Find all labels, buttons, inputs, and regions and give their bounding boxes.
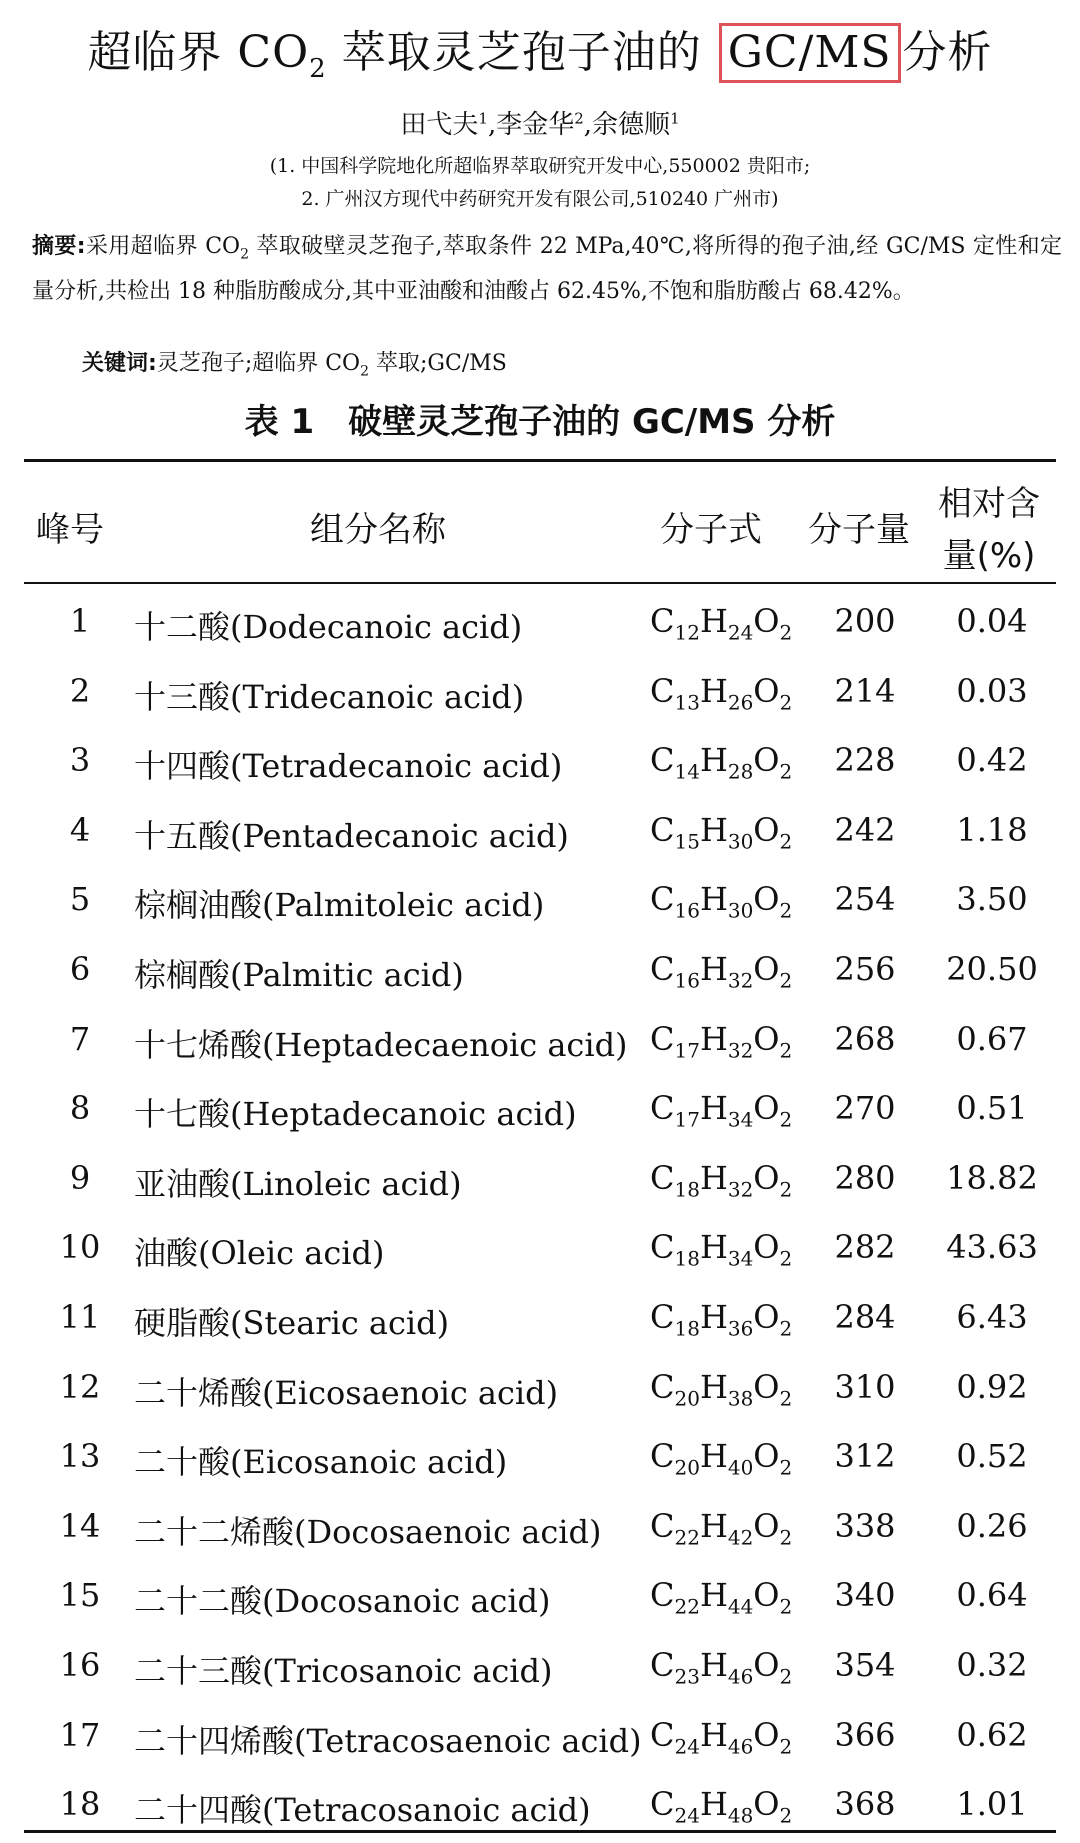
- cell-formula: $C_{20}H_{40}O_2$: [650, 1437, 793, 1480]
- cell-name: [134, 1716, 642, 1762]
- formula-o-count: 2: [779, 1177, 793, 1202]
- formula-h-count: 30: [727, 829, 754, 854]
- cell-name: [134, 1646, 552, 1692]
- formula-o-count: 2: [779, 1037, 793, 1062]
- author-list: 田弋夫$^1$,李金华$^2$,余德顺$^1$: [400, 109, 680, 140]
- cell-formula: $C_{17}H_{32}O_2$: [650, 1019, 793, 1062]
- formula-o-count: 2: [779, 829, 793, 854]
- title-mid: 萃取灵芝孢子油的: [326, 27, 717, 78]
- abstract-label: 摘要:: [32, 234, 86, 259]
- cell-name-en: (Docosaenoic acid): [294, 1512, 602, 1551]
- formula-h-count: 24: [727, 620, 754, 645]
- cell-formula: $C_{18}H_{32}O_2$: [650, 1158, 793, 1202]
- cell-name-en: (Heptadecaenoic acid): [262, 1025, 628, 1064]
- cell-name-en: (Linoleic acid): [230, 1164, 462, 1203]
- formula-o-count: 2: [779, 898, 793, 923]
- formula-h-count: 34: [727, 1107, 754, 1132]
- cell-molecular-weight: 284: [834, 1297, 896, 1336]
- formula-h-count: 32: [727, 1177, 754, 1202]
- cell-peak: 17: [59, 1715, 101, 1754]
- cell-peak: 9: [69, 1158, 91, 1197]
- formula-c-count: 16: [674, 968, 700, 993]
- cell-name: [134, 1368, 558, 1414]
- cell-molecular-weight: 268: [834, 1019, 896, 1058]
- cell-molecular-weight: 242: [834, 810, 896, 849]
- cell-molecular-weight: 310: [834, 1367, 896, 1406]
- cell-name-en: (Palmitoleic acid): [262, 886, 545, 925]
- cell-name-en: (Tricosanoic acid): [262, 1651, 553, 1690]
- cell-relative-content: 0.03: [956, 671, 1028, 710]
- author-name: 余德顺: [592, 110, 671, 140]
- cell-name: [134, 602, 522, 648]
- table-row: [0, 1495, 1080, 1565]
- formula-o-count: 2: [779, 1455, 793, 1480]
- cell-name: [134, 950, 464, 996]
- formula-h-count: 46: [727, 1664, 754, 1689]
- table-row: [0, 1286, 1080, 1356]
- formula-c-count: 20: [674, 1385, 700, 1410]
- cell-peak: 12: [59, 1367, 101, 1406]
- table-row: [0, 729, 1080, 799]
- cell-molecular-weight: 366: [834, 1715, 896, 1754]
- cell-name-en: (Heptadecanoic acid): [230, 1095, 577, 1134]
- formula-c-count: 18: [674, 1246, 700, 1271]
- author-name: 田弋夫: [400, 110, 479, 140]
- formula-c-count: 14: [674, 759, 700, 784]
- cell-peak: 2: [69, 671, 91, 710]
- cell-molecular-weight: 354: [834, 1645, 896, 1684]
- table-body: [0, 590, 1080, 1843]
- formula-o-count: 2: [779, 1733, 793, 1758]
- cell-formula: $C_{24}H_{48}O_2$: [650, 1785, 793, 1828]
- cell-name-en: (Tetracosaenoic acid): [294, 1721, 642, 1760]
- author-name: 李金华: [496, 110, 575, 140]
- cell-peak: 6: [69, 949, 91, 988]
- cell-name: [134, 1437, 507, 1483]
- cell-name-en: (Tridecanoic acid): [230, 677, 525, 716]
- cell-relative-content: 3.50: [956, 880, 1028, 919]
- cell-relative-content: 0.52: [956, 1437, 1028, 1476]
- cell-name-en: (Pentadecanoic acid): [230, 816, 569, 855]
- formula-c-count: 12: [674, 620, 700, 645]
- header-relative-line1: 相对含: [938, 484, 1040, 524]
- formula-c-count: 24: [674, 1733, 700, 1758]
- formula-o-count: 2: [779, 1316, 793, 1341]
- cell-name-zh: 二十烯酸: [134, 1373, 263, 1412]
- cell-peak: 3: [69, 741, 91, 780]
- keywords-label: 关键词:: [82, 351, 157, 376]
- header-peak: 峰号: [36, 510, 104, 550]
- cell-name-en: (Docosanoic acid): [262, 1582, 551, 1621]
- cell-relative-content: 43.63: [946, 1228, 1038, 1267]
- cell-peak: 8: [69, 1089, 91, 1128]
- cell-relative-content: 0.64: [956, 1576, 1028, 1615]
- cell-name-zh: 十三酸: [134, 677, 231, 716]
- cell-formula: $C_{22}H_{42}O_2$: [650, 1506, 793, 1550]
- table-row: [0, 1564, 1080, 1634]
- title-subscript: 2: [309, 53, 327, 84]
- header-component-name: 组分名称: [310, 510, 446, 550]
- cell-name-en: (Eicosanoic acid): [230, 1443, 508, 1482]
- cell-relative-content: 20.50: [946, 949, 1038, 988]
- title-highlight-box: GC/MS: [719, 23, 901, 83]
- keywords-text-1: 灵芝孢子;超临界 CO: [156, 351, 361, 376]
- cell-peak: 18: [59, 1785, 101, 1824]
- formula-h-count: 40: [727, 1455, 754, 1480]
- table-row: [0, 590, 1080, 660]
- cell-formula: $C_{13}H_{26}O_2$: [650, 671, 793, 714]
- cell-name: [134, 1298, 449, 1344]
- formula-o-count: 2: [779, 689, 793, 714]
- cell-name-zh: 二十二酸: [134, 1582, 263, 1621]
- cell-name: [134, 1159, 462, 1205]
- formula-c-count: 18: [674, 1316, 700, 1341]
- formula-h-count: 38: [727, 1385, 754, 1410]
- cell-peak: 16: [59, 1645, 101, 1684]
- header-molecular-weight: 分子量: [808, 510, 910, 550]
- cell-molecular-weight: 270: [834, 1089, 896, 1128]
- cell-name-zh: 二十酸: [134, 1443, 231, 1482]
- cell-relative-content: 0.04: [956, 602, 1028, 640]
- cell-name-zh: 十二酸: [134, 608, 231, 646]
- cell-molecular-weight: 280: [834, 1158, 896, 1197]
- paper-title: [0, 22, 1080, 100]
- table-row: [0, 938, 1080, 1008]
- cell-name: [134, 1785, 591, 1831]
- cell-formula: $C_{12}H_{24}O_2$: [650, 602, 793, 645]
- table-row: [0, 1425, 1080, 1495]
- cell-name-en: (Stearic acid): [230, 1303, 450, 1342]
- formula-c-count: 17: [674, 1037, 700, 1062]
- cell-peak: 1: [69, 602, 91, 640]
- cell-formula: $C_{20}H_{38}O_2$: [650, 1367, 793, 1410]
- cell-name: [134, 741, 562, 787]
- cell-relative-content: 0.42: [956, 741, 1028, 780]
- formula-c-count: 15: [674, 829, 700, 854]
- cell-peak: 10: [59, 1228, 101, 1267]
- cell-molecular-weight: 214: [834, 671, 896, 710]
- formula-h-count: 46: [727, 1733, 754, 1758]
- cell-formula: $C_{16}H_{30}O_2$: [650, 880, 793, 923]
- formula-o-count: 2: [779, 1803, 793, 1828]
- cell-relative-content: 18.82: [946, 1158, 1038, 1197]
- cell-relative-content: 1.18: [956, 810, 1028, 849]
- cell-molecular-weight: 200: [834, 602, 896, 640]
- table-row: [0, 660, 1080, 730]
- cell-name: [134, 1576, 551, 1622]
- formula-h-count: 48: [727, 1803, 754, 1828]
- cell-name-zh: 十四酸: [134, 747, 231, 786]
- formula-o-count: 2: [779, 1664, 793, 1689]
- cell-molecular-weight: 368: [834, 1785, 896, 1824]
- formula-c-count: 20: [674, 1455, 700, 1480]
- cell-name-zh: 十七烯酸: [134, 1025, 263, 1064]
- cell-name: [134, 1089, 577, 1135]
- formula-c-count: 22: [674, 1594, 700, 1619]
- cell-name-zh: 二十四酸: [134, 1791, 263, 1830]
- formula-o-count: 2: [779, 1246, 793, 1271]
- cell-peak: 7: [69, 1019, 91, 1058]
- cell-relative-content: 0.92: [956, 1367, 1028, 1406]
- cell-name-en: (Dodecanoic acid): [230, 608, 523, 646]
- cell-relative-content: 0.32: [956, 1645, 1028, 1684]
- cell-name-zh: 油酸: [134, 1234, 199, 1273]
- table-row: [0, 799, 1080, 869]
- cell-formula: $C_{24}H_{46}O_2$: [650, 1715, 793, 1758]
- formula-o-count: 2: [779, 1525, 793, 1550]
- cell-name: [134, 1228, 384, 1274]
- formula-h-count: 42: [727, 1525, 754, 1550]
- cell-name-zh: 二十四烯酸: [134, 1721, 295, 1760]
- cell-name-zh: 十五酸: [134, 816, 231, 855]
- table-row: [0, 1008, 1080, 1078]
- formula-c-count: 13: [674, 689, 700, 714]
- cell-peak: 11: [59, 1297, 101, 1336]
- table-row: [0, 1077, 1080, 1147]
- cell-name-en: (Eicosaenoic acid): [262, 1373, 559, 1412]
- cell-formula: $C_{18}H_{36}O_2$: [650, 1297, 793, 1341]
- cell-name-zh: 棕榈酸: [134, 955, 231, 994]
- cell-name-en: (Tetracosanoic acid): [262, 1791, 591, 1830]
- cell-relative-content: 0.67: [956, 1019, 1028, 1058]
- header-formula: 分子式: [660, 510, 762, 550]
- cell-name-en: (Tetradecanoic acid): [230, 747, 563, 786]
- cell-name-zh: 亚油酸: [134, 1164, 231, 1203]
- cell-name-zh: 硬脂酸: [134, 1303, 231, 1342]
- header-relative-content: [934, 478, 1044, 582]
- formula-o-count: 2: [779, 1594, 793, 1619]
- cell-relative-content: 6.43: [956, 1297, 1028, 1336]
- author-affil-mark: 2: [574, 109, 584, 128]
- cell-formula: $C_{22}H_{44}O_2$: [650, 1576, 793, 1619]
- affiliation-2: 2. 广州汉方现代中药研究开发有限公司,510240 广州市): [301, 188, 779, 210]
- cell-formula: $C_{14}H_{28}O_2$: [650, 741, 793, 784]
- formula-h-count: 28: [727, 759, 754, 784]
- formula-c-count: 23: [674, 1664, 700, 1689]
- header-relative-line2: 量(%): [942, 536, 1036, 576]
- formula-c-count: 16: [674, 898, 700, 923]
- cell-peak: 5: [69, 880, 91, 919]
- cell-molecular-weight: 312: [834, 1437, 896, 1476]
- cell-formula: $C_{18}H_{34}O_2$: [650, 1228, 793, 1271]
- cell-relative-content: 0.62: [956, 1715, 1028, 1754]
- abstract: [32, 228, 1062, 311]
- abstract-text-2: 萃取破壁灵芝孢子,萃取条件 22 MPa,40℃,将所得的孢子油,经 GC/MS 定性和定量分析,共检出 18 种脂肪酸成分,其中亚油酸和油酸占 62.45%,不饱和脂肪酸占 68.42%。: [32, 234, 1062, 305]
- abstract-subscript: 2: [240, 246, 250, 263]
- cell-formula: $C_{15}H_{30}O_2$: [650, 810, 793, 854]
- formula-o-count: 2: [779, 968, 793, 993]
- formula-h-count: 26: [727, 689, 754, 714]
- cell-peak: 13: [59, 1437, 101, 1476]
- cell-name: [134, 811, 569, 857]
- author-affil-mark: 1: [478, 109, 488, 128]
- cell-name-zh: 十七酸: [134, 1095, 231, 1134]
- author-affil-mark: 1: [670, 109, 680, 128]
- formula-c-count: 24: [674, 1803, 700, 1828]
- cell-name-zh: 二十三酸: [134, 1651, 263, 1690]
- cell-molecular-weight: 340: [834, 1576, 896, 1615]
- cell-molecular-weight: 338: [834, 1506, 896, 1545]
- table-row: [0, 1356, 1080, 1426]
- formula-c-count: 17: [674, 1107, 700, 1132]
- cell-formula: $C_{17}H_{34}O_2$: [650, 1089, 793, 1132]
- table-row: [0, 868, 1080, 938]
- keywords-subscript: 2: [360, 363, 370, 380]
- formula-o-count: 2: [779, 1385, 793, 1410]
- cell-relative-content: 0.26: [956, 1506, 1028, 1545]
- cell-name: [134, 880, 544, 926]
- table-row: [0, 1704, 1080, 1774]
- formula-h-count: 30: [727, 898, 754, 923]
- table-bottom-rule: [24, 1830, 1056, 1833]
- table-top-rule: [24, 459, 1056, 462]
- formula-c-count: 18: [674, 1177, 700, 1202]
- cell-molecular-weight: 228: [834, 741, 896, 780]
- cell-name-en: (Palmitic acid): [230, 955, 464, 994]
- keywords: [82, 346, 507, 379]
- formula-o-count: 2: [779, 759, 793, 784]
- cell-peak: 14: [59, 1506, 101, 1545]
- cell-name-en: (Oleic acid): [198, 1234, 385, 1273]
- cell-formula: $C_{23}H_{46}O_2$: [650, 1645, 793, 1689]
- cell-name-zh: 二十二烯酸: [134, 1512, 295, 1551]
- keywords-text-2: 萃取;GC/MS: [369, 351, 507, 376]
- table-row: [0, 1147, 1080, 1217]
- cell-name-zh: 棕榈油酸: [134, 886, 263, 925]
- abstract-text-1: 采用超临界 CO: [85, 234, 241, 259]
- cell-formula: $C_{16}H_{32}O_2$: [650, 949, 793, 993]
- formula-h-count: 32: [727, 1037, 754, 1062]
- cell-molecular-weight: 254: [834, 880, 896, 919]
- table-row: [0, 1634, 1080, 1704]
- cell-molecular-weight: 282: [834, 1228, 896, 1267]
- formula-o-count: 2: [779, 1107, 793, 1132]
- cell-molecular-weight: 256: [834, 949, 896, 988]
- cell-name: [134, 1020, 628, 1066]
- formula-o-count: 2: [779, 620, 793, 645]
- cell-relative-content: 0.51: [956, 1089, 1028, 1128]
- cell-name: [134, 672, 524, 718]
- table-header-rule: [24, 582, 1056, 584]
- affiliation-1: (1. 中国科学院地化所超临界萃取研究开发中心,550002 贵阳市;: [269, 155, 811, 177]
- title-post: 分析: [902, 27, 993, 78]
- cell-peak: 15: [59, 1576, 101, 1615]
- table-row: [0, 1216, 1080, 1286]
- cell-peak: 4: [69, 810, 91, 849]
- formula-h-count: 36: [727, 1316, 754, 1341]
- table-caption: 表 1 破壁灵芝孢子油的 GC/MS 分析: [244, 402, 836, 442]
- cell-name: [134, 1507, 601, 1553]
- formula-h-count: 32: [727, 968, 754, 993]
- cell-relative-content: 1.01: [956, 1785, 1028, 1824]
- formula-h-count: 44: [727, 1594, 754, 1619]
- title-pre: 超临界 CO: [87, 27, 310, 78]
- formula-c-count: 22: [674, 1525, 700, 1550]
- formula-h-count: 34: [727, 1246, 754, 1271]
